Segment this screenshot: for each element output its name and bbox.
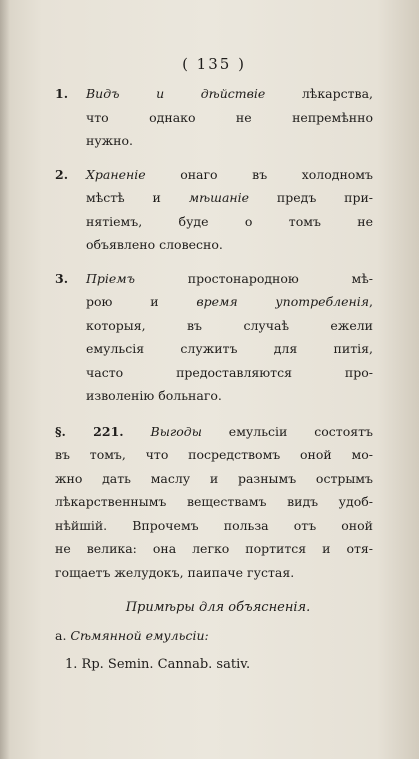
- list-item-1: [55, 82, 373, 153]
- list-item-1-italic-term: Видъ и дѣйствіе: [86, 86, 266, 101]
- spacer: [55, 584, 373, 596]
- section-221-line-7: гощаетъ желудокъ, паипаче густая.: [55, 564, 295, 580]
- example-subsection-a-label: a.: [55, 627, 67, 643]
- spacer: [55, 257, 373, 267]
- list-item-2-number: 2.: [55, 166, 69, 182]
- section-221-line-1-text: емульсіи состоятъ: [201, 423, 373, 439]
- list-item-3-line-2-text-b: ,: [369, 294, 373, 309]
- list-item-3-line-4: емульсія служитъ для питія,: [86, 341, 373, 356]
- page-gutter-shadow: [0, 0, 10, 759]
- spacer: [55, 408, 373, 420]
- list-item-3-line-2-text-a: рою и: [86, 294, 197, 309]
- list-item-2-line-2: [86, 186, 373, 210]
- list-item-1-line-2: что однако не непремѣнно: [86, 109, 373, 125]
- list-item-1-line-3: нужно.: [86, 133, 134, 148]
- page-text-block: [55, 55, 373, 677]
- list-item-1-number: 1.: [55, 86, 69, 101]
- list-item-3-line-1: [55, 267, 373, 291]
- list-item-2-line-1: [55, 163, 373, 187]
- list-item-3-line-3: которыя, въ случаѣ ежели: [86, 317, 373, 333]
- example-recipe-1-text: Rp. Semin. Cannab. sativ.: [81, 657, 251, 672]
- section-number: §. 221.: [55, 423, 124, 439]
- list-item-3-line-6: изволенію больнаго.: [86, 388, 222, 403]
- spacer: [55, 153, 373, 163]
- list-item-3: [55, 267, 373, 408]
- example-recipe-1: [55, 653, 373, 677]
- section-221-line-3: жно дать маслу и разнымъ острымъ: [55, 470, 373, 486]
- example-subsection-a-title: Сѣмянной емульсіи:: [70, 627, 209, 643]
- section-heading-term: Выгоды: [123, 423, 202, 439]
- page-number: ( 135 ): [182, 55, 246, 73]
- section-221: [55, 420, 373, 585]
- section-221-line-1: [55, 420, 373, 444]
- list-item-2-line-1-text: онаго въ холодномъ: [145, 166, 373, 182]
- section-221-line-4: лѣкарственнымъ веществамъ видъ удоб-: [55, 494, 373, 509]
- list-item-1-line-1: [55, 82, 373, 106]
- list-item-2: [55, 163, 373, 257]
- list-item-3-line-1-text: простонародною мѣ-: [135, 270, 373, 286]
- list-item-1-line-1-text: лѣкарства,: [265, 86, 373, 101]
- section-221-line-6: не велика: она легко портится и отя-: [55, 541, 373, 556]
- list-item-2-line-2-text-b: предъ при-: [249, 190, 374, 205]
- section-221-line-5: нѣйшій. Впрочемъ польза отъ оной: [55, 517, 373, 533]
- list-item-2-line-4: объявлено словесно.: [86, 237, 223, 252]
- example-recipe-1-label: 1.: [65, 657, 78, 672]
- list-item-2-line-3: нятіемъ, буде о томъ не: [86, 213, 373, 229]
- examples-heading: Примѣры для объясненія.: [125, 600, 311, 615]
- list-item-3-italic-term-2: время употребленія: [196, 294, 370, 309]
- example-subsection-a: [55, 624, 373, 648]
- list-item-2-italic-term: Храненіе: [86, 166, 146, 182]
- list-item-2-line-2-text-a: мѣстѣ и: [86, 190, 189, 205]
- list-item-3-line-5: часто предоставляются про-: [86, 364, 373, 380]
- list-item-3-line-2: [86, 290, 373, 314]
- section-221-line-2: въ томъ, что посредствомъ оной мо-: [55, 447, 373, 462]
- list-item-3-italic-term: Пріемъ: [86, 270, 135, 286]
- list-item-3-number: 3.: [55, 270, 69, 286]
- list-item-2-italic-term-2: мѣшаніе: [188, 190, 250, 205]
